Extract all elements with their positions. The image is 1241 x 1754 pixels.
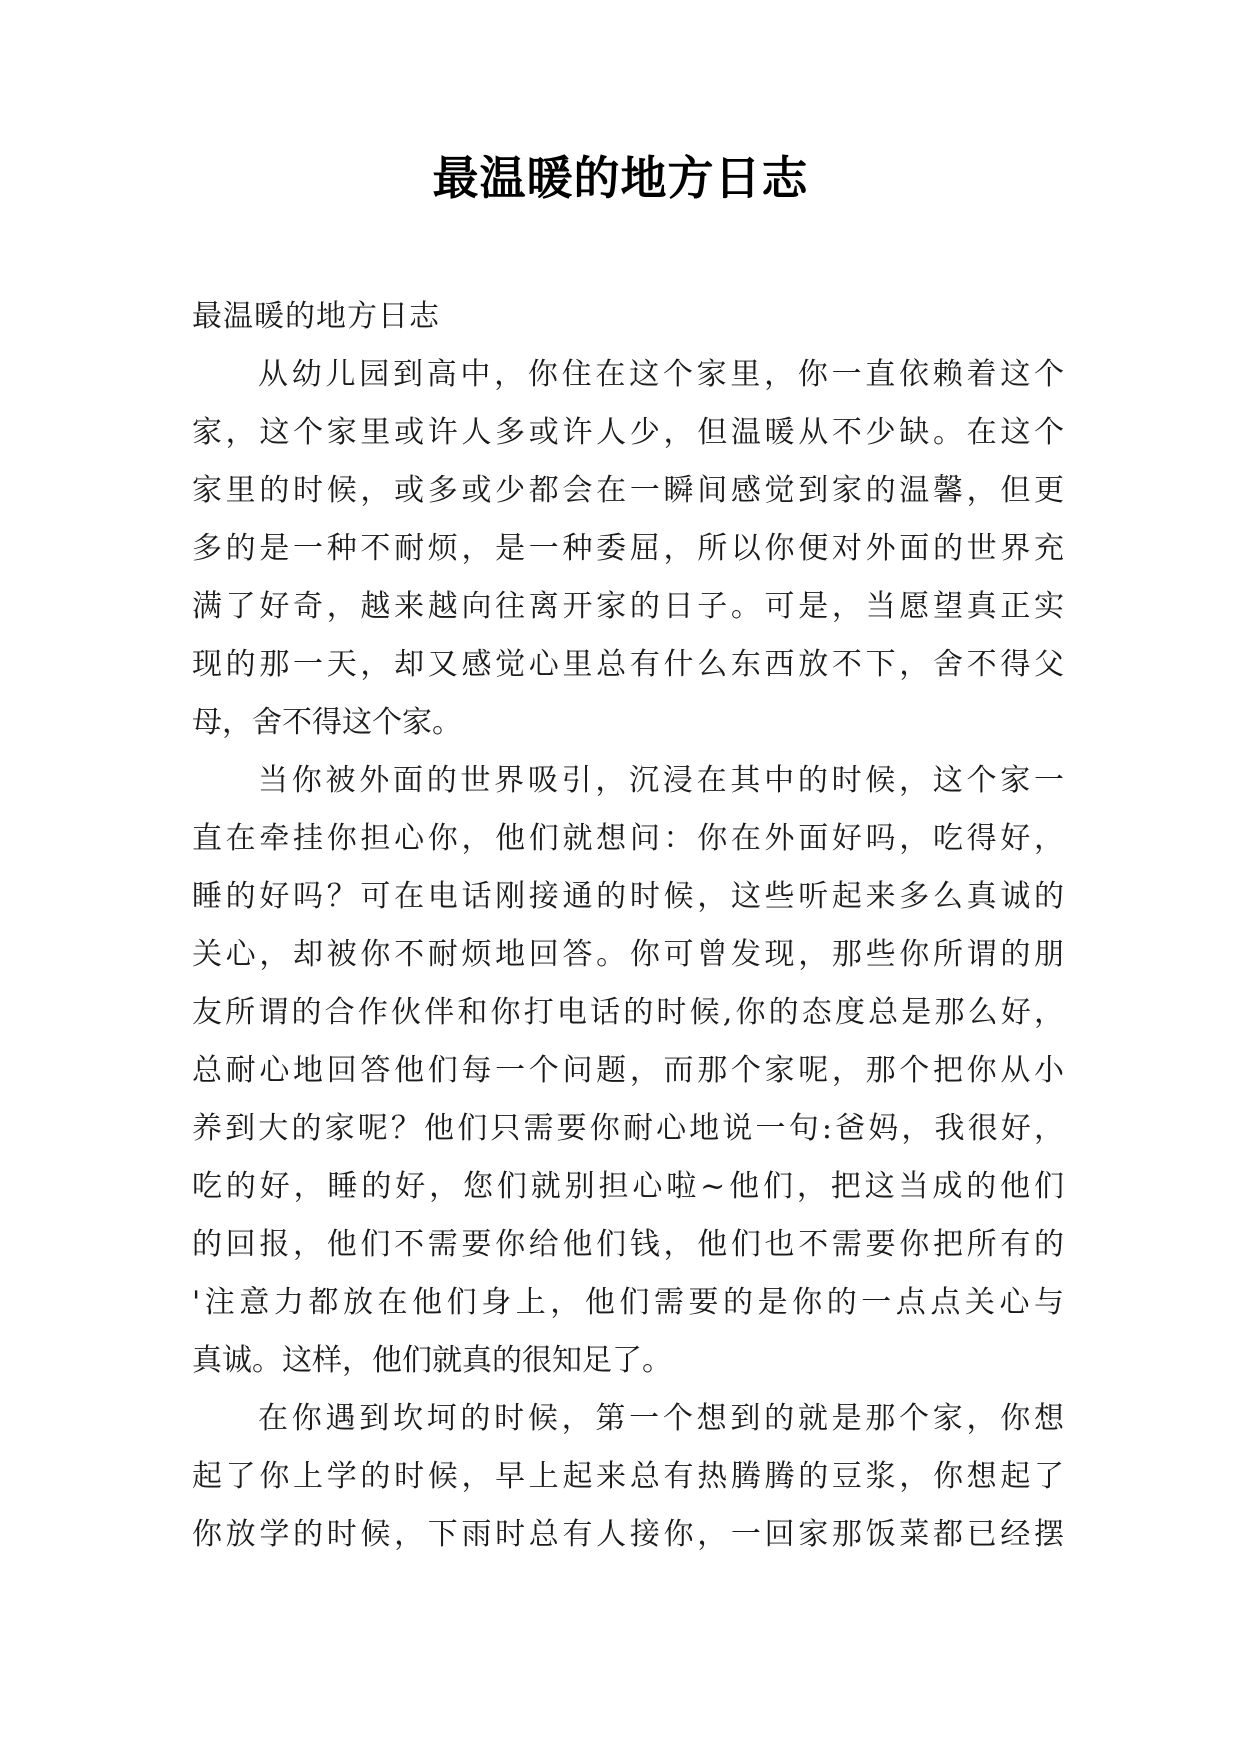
text-line: 家里的时候，或多或少都会在一瞬间感觉到家的温馨，但更 (192, 473, 1064, 508)
text-line: 当你被外面的世界吸引，沉浸在其中的时候，这个家一 (258, 763, 1064, 798)
text-line: 满了好奇，越来越向往离开家的日子。可是，当愿望真正实 (192, 589, 1064, 624)
text-line: 养到大的家呢？他们只需要你耐心地说一句:爸妈，我很好， (192, 1111, 1064, 1146)
text-line: 从幼儿园到高中，你住在这个家里，你一直依赖着这个 (258, 357, 1064, 392)
text-line: 家，这个家里或许人多或许人少，但温暖从不少缺。在这个 (192, 415, 1064, 450)
text-line: 你放学的时候，下雨时总有人接你，一回家那饭菜都已经摆 (192, 1517, 1064, 1552)
text-line: 多的是一种不耐烦，是一种委屈，所以你便对外面的世界充 (192, 531, 1064, 566)
text-line: 母，舍不得这个家。 (192, 705, 462, 740)
text-line: 睡的好吗？可在电话刚接通的时候，这些听起来多么真诚的 (192, 879, 1064, 914)
text-line: 真诚。这样，他们就真的很知足了。 (192, 1343, 672, 1378)
document-title: 最温暖的地方日志 (432, 151, 809, 205)
text-line: 关心，却被你不耐烦地回答。你可曾发现，那些你所谓的朋 (192, 937, 1064, 972)
text-line: 现的那一天，却又感觉心里总有什么东西放不下，舍不得父 (192, 647, 1064, 682)
text-line: 总耐心地回答他们每一个问题，而那个家呢，那个把你从小 (192, 1053, 1064, 1088)
text-line: 在你遇到坎坷的时候，第一个想到的就是那个家，你想 (258, 1401, 1064, 1436)
text-line: 吃的好，睡的好，您们就别担心啦~他们，把这当成的他们 (192, 1169, 1064, 1204)
text-line: 友所谓的合作伙伴和你打电话的时候,你的态度总是那么好， (192, 995, 1064, 1030)
text-line: 的回报，他们不需要你给他们钱，他们也不需要你把所有的 (192, 1227, 1064, 1262)
text-line: 直在牵挂你担心你，他们就想问：你在外面好吗，吃得好， (192, 821, 1064, 856)
text-line: '注意力都放在他们身上，他们需要的是你的一点点关心与 (192, 1285, 1064, 1320)
document-subtitle: 最温暖的地方日志 (192, 299, 440, 334)
text-line: 起了你上学的时候，早上起来总有热腾腾的豆浆，你想起了 (192, 1459, 1064, 1494)
